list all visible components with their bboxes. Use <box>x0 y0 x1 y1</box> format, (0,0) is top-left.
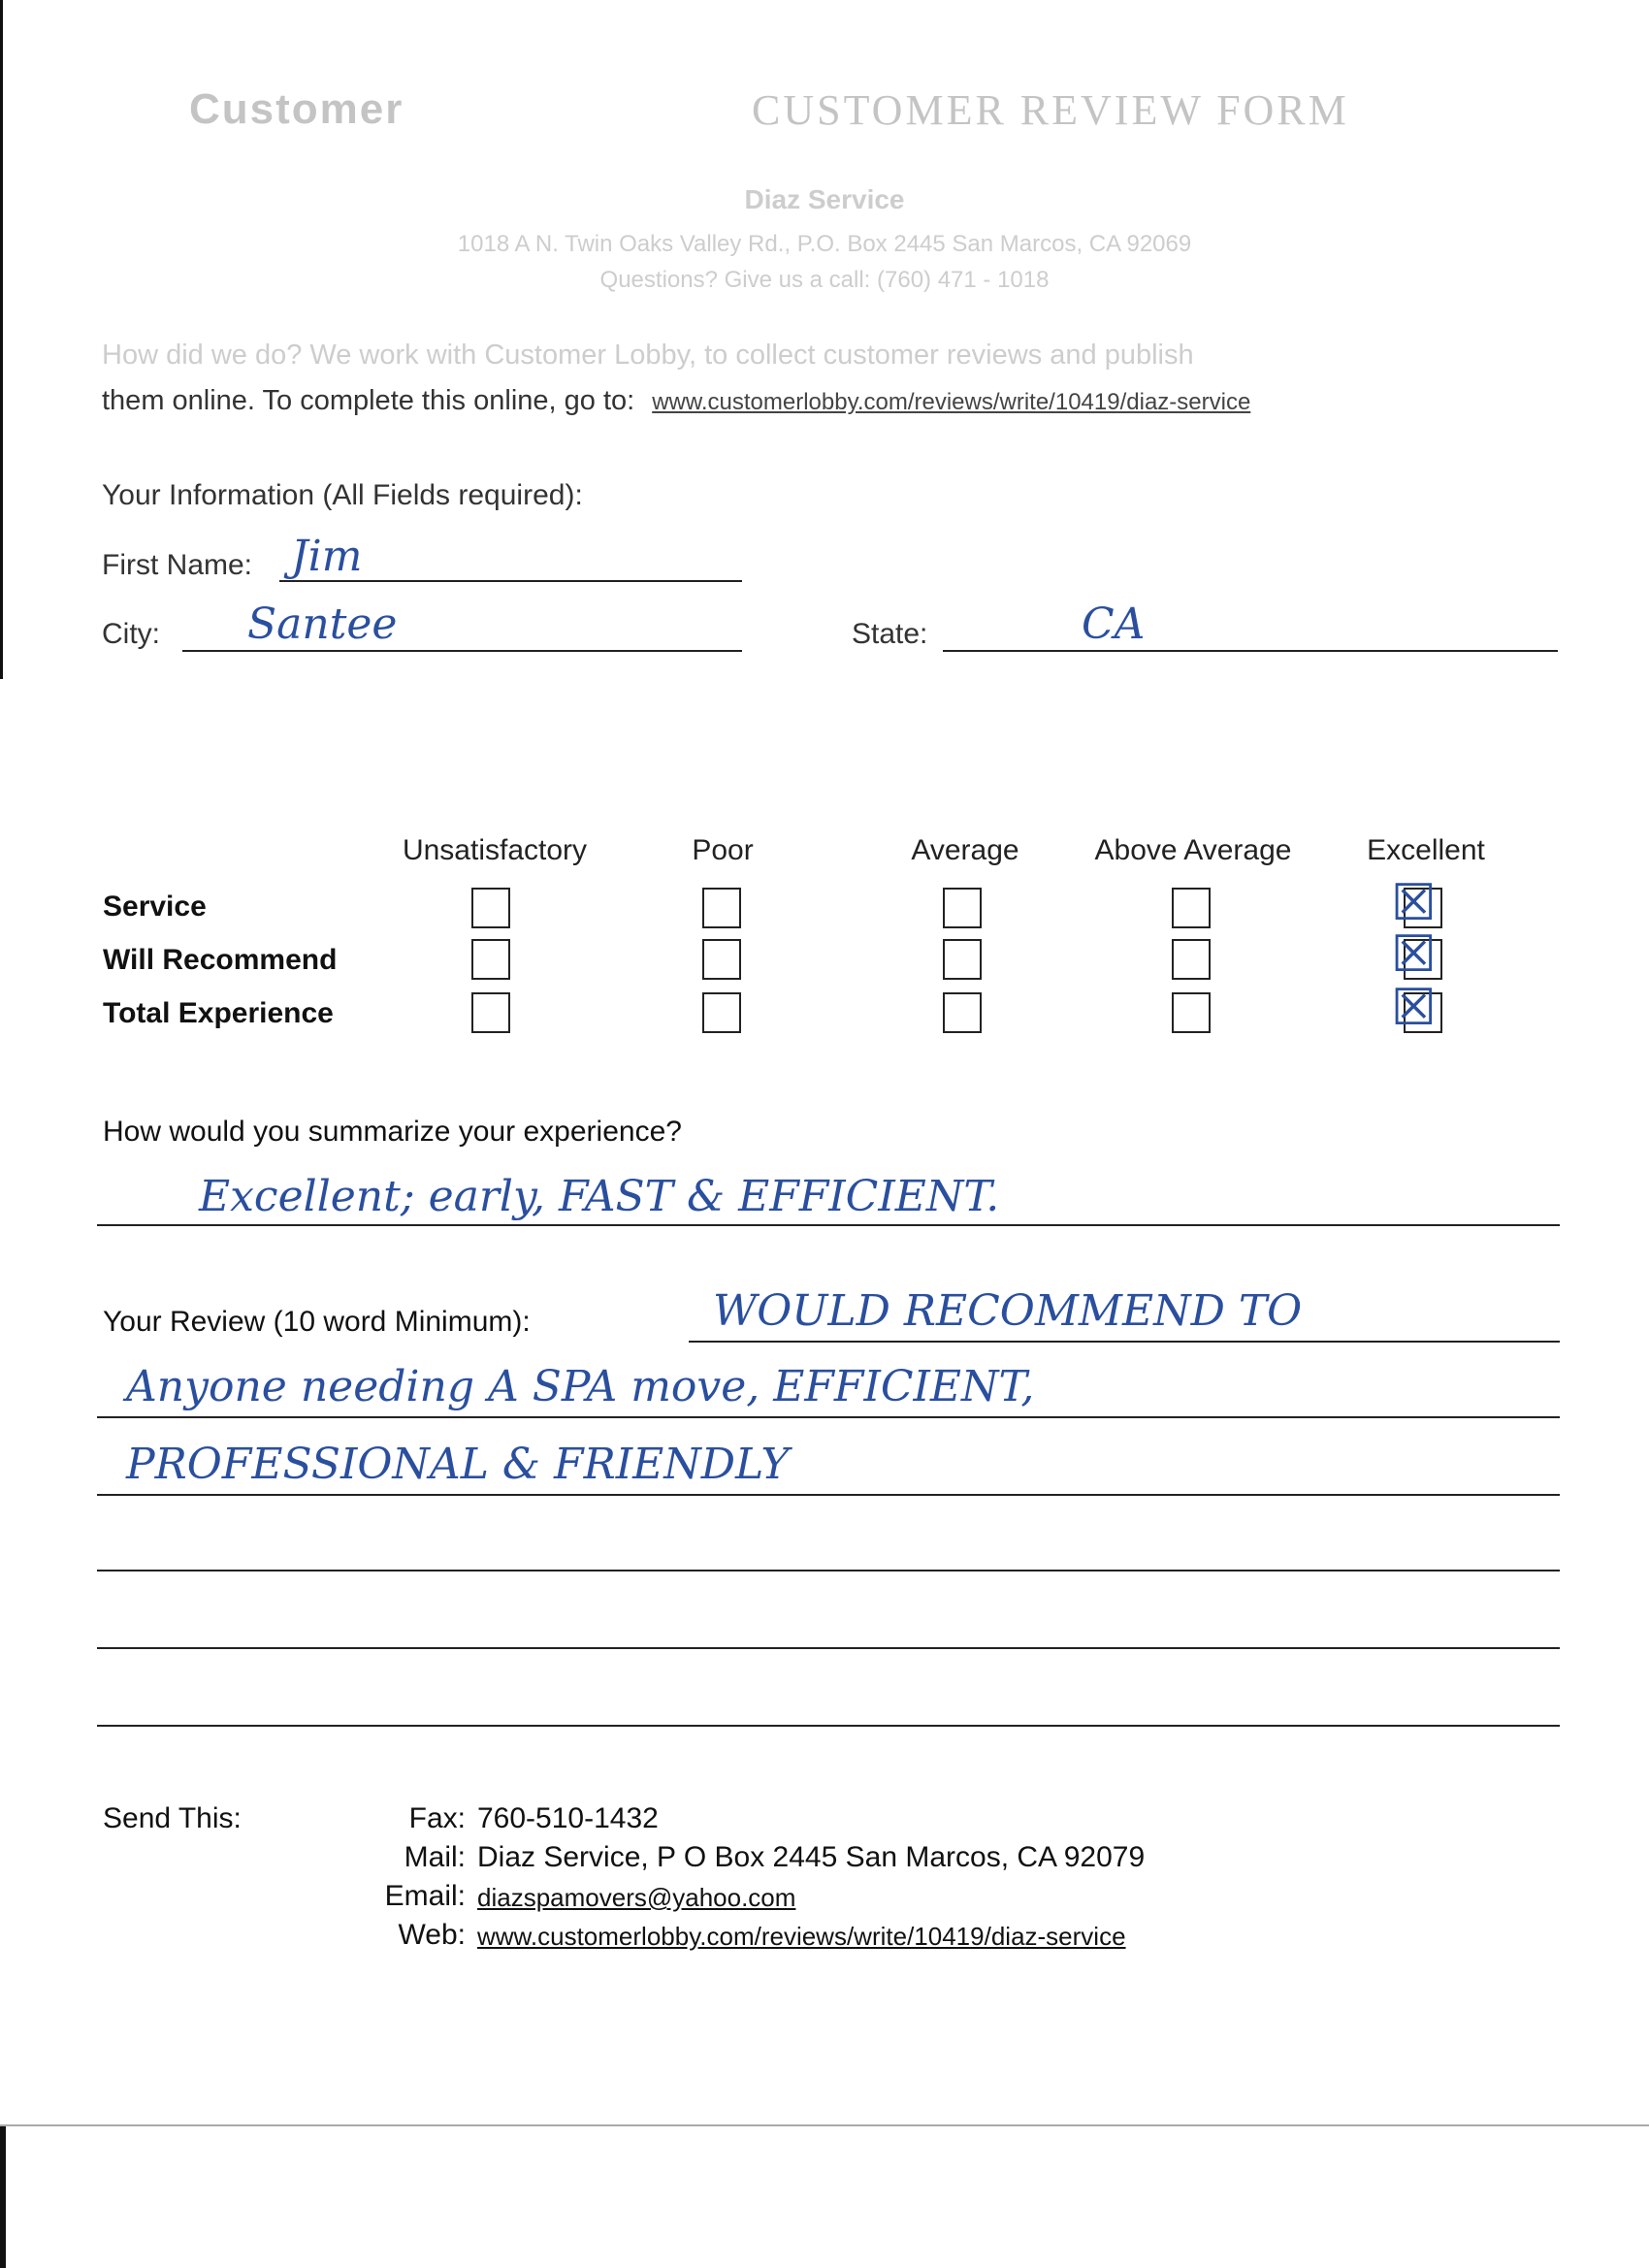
summary-question: How would you summarize your experience? <box>103 1116 682 1148</box>
review-text-line-2[interactable]: Anyone needing A SPA move, EFFICIENT, <box>126 1362 1035 1411</box>
mail-address: Diaz Service, P O Box 2445 San Marcos, CA 92079 <box>477 1841 1146 1873</box>
fax-number: 760-510-1432 <box>477 1802 659 1834</box>
review-line-1 <box>689 1341 1560 1343</box>
summary-answer-field[interactable]: Excellent; early, FAST & EFFICIENT. <box>199 1172 1000 1221</box>
summary-line <box>97 1224 1560 1226</box>
checkbox-service-above-average[interactable] <box>1172 888 1211 928</box>
checkbox-recommend-above-average[interactable] <box>1172 939 1211 980</box>
review-label: Your Review (10 word Minimum): <box>103 1306 531 1338</box>
company-phone: Questions? Give us a call: (760) 471 - 1018 <box>599 267 1050 293</box>
intro-url-link[interactable]: www.customerlobby.com/reviews/write/10419/diaz-service <box>652 389 1251 415</box>
review-line-4 <box>97 1570 1560 1571</box>
scan-edge-top <box>0 0 3 679</box>
review-text-line-3[interactable]: PROFESSIONAL & FRIENDLY <box>126 1440 790 1489</box>
col-above-average: Above Average <box>1094 834 1292 866</box>
col-poor: Poor <box>692 834 754 866</box>
checkbox-recommend-unsatisfactory[interactable] <box>471 939 510 980</box>
checkbox-service-unsatisfactory[interactable] <box>471 888 510 928</box>
info-heading: Your Information (All Fields required): <box>102 479 583 511</box>
first-name-label: First Name: <box>102 549 253 581</box>
review-line-2 <box>97 1416 1560 1418</box>
checkbox-recommend-average[interactable] <box>943 939 982 980</box>
web-link[interactable]: www.customerlobby.com/reviews/write/10419/diaz-service <box>477 1922 1126 1951</box>
row-label-total-experience: Total Experience <box>103 997 334 1029</box>
checkbox-total-average[interactable] <box>943 992 982 1033</box>
state-label: State: <box>852 618 928 650</box>
checkbox-total-above-average[interactable] <box>1172 992 1211 1033</box>
row-label-will-recommend: Will Recommend <box>103 944 338 976</box>
mail-label: Mail: <box>404 1841 466 1873</box>
intro-line-1: How did we do? We work with Customer Lobby, to collect customer reviews and publish <box>102 340 1194 371</box>
state-line <box>943 650 1558 652</box>
checkbox-total-poor[interactable] <box>702 992 741 1033</box>
fax-label: Fax: <box>408 1802 466 1834</box>
intro-line-2-text: them online. To complete this online, go to: <box>102 385 635 416</box>
intro-line-2 <box>102 385 1250 417</box>
city-field[interactable]: Santee <box>247 599 398 649</box>
review-text-line-1[interactable]: WOULD RECOMMEND TO <box>713 1286 1303 1336</box>
city-line <box>182 650 742 652</box>
scan-edge-bottom <box>0 2124 6 2268</box>
city-label: City: <box>102 618 160 650</box>
col-excellent: Excellent <box>1367 834 1485 866</box>
review-line-6 <box>97 1725 1560 1727</box>
email-label: Email: <box>384 1880 466 1912</box>
web-label: Web: <box>398 1919 466 1951</box>
header-left-title: Customer <box>189 85 404 133</box>
review-line-5 <box>97 1647 1560 1649</box>
checkbox-recommend-poor[interactable] <box>702 939 741 980</box>
check-mark-service: ☒ <box>1391 875 1437 931</box>
row-label-service: Service <box>103 891 207 923</box>
col-average: Average <box>911 834 1019 866</box>
email-link[interactable]: diazspamovers@yahoo.com <box>477 1883 796 1912</box>
send-label: Send This: <box>103 1802 242 1834</box>
page-fold-line <box>0 2124 1649 2126</box>
company-name: Diaz Service <box>744 184 905 214</box>
check-mark-total: ☒ <box>1391 980 1437 1036</box>
state-field[interactable]: CA <box>1082 599 1146 649</box>
header-form-title: CUSTOMER REVIEW FORM <box>752 86 1349 134</box>
first-name-field[interactable]: Jim <box>291 532 363 581</box>
review-line-3 <box>97 1494 1560 1496</box>
col-unsatisfactory: Unsatisfactory <box>402 834 588 866</box>
company-address: 1018 A N. Twin Oaks Valley Rd., P.O. Box 2445 San Marcos, CA 92069 <box>457 231 1192 257</box>
checkbox-service-poor[interactable] <box>702 888 741 928</box>
checkbox-total-unsatisfactory[interactable] <box>471 992 510 1033</box>
checkbox-service-average[interactable] <box>943 888 982 928</box>
check-mark-recommend: ☒ <box>1391 926 1437 983</box>
